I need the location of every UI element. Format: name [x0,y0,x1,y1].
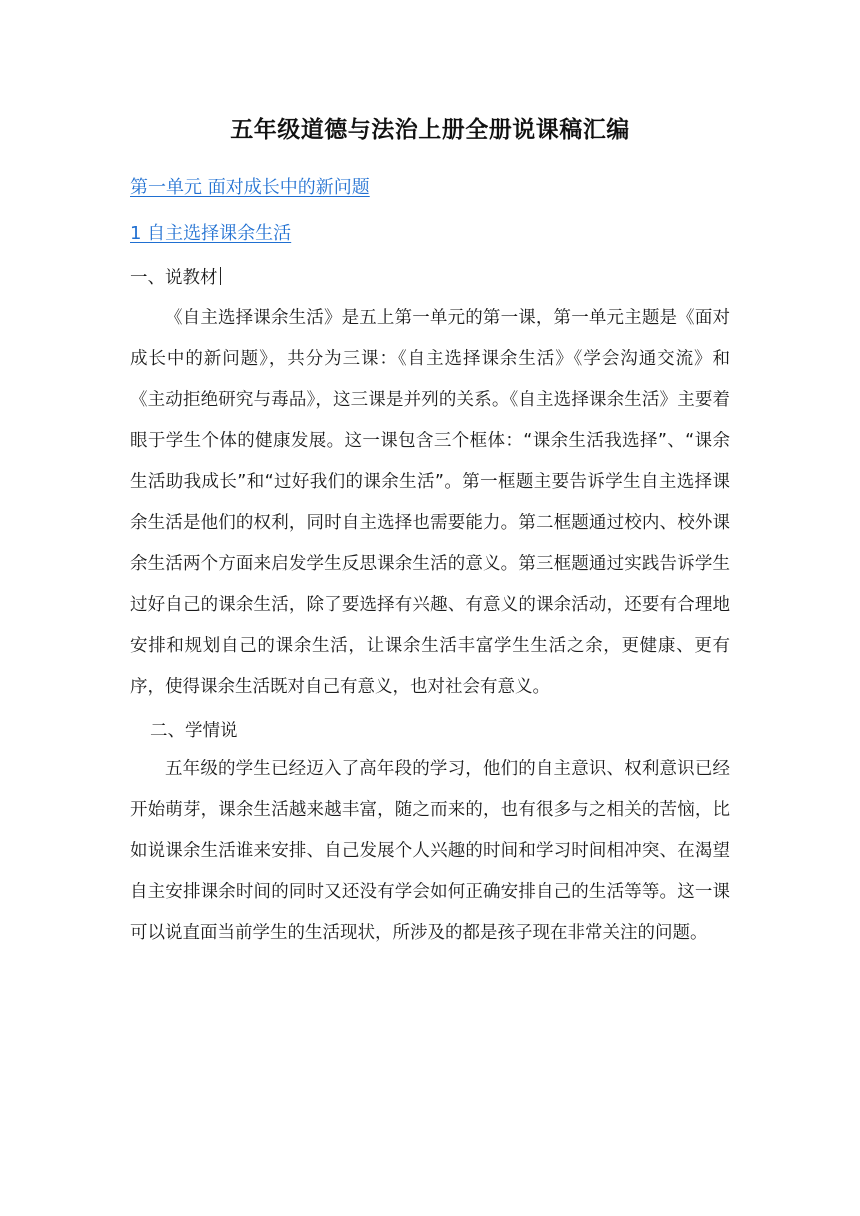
document-page [130,108,730,954]
unit-heading-link[interactable]: 第一单元 面对成长中的新问题 [130,177,370,198]
paragraph-textbook: 《自主选择课余生活》是五上第一单元的第一课，第一单元主题是《面对成长中的新问题》，共分为三课：《自主选择课余生活》《学会沟通交流》和《主动拒绝研究与毒品》，这三课是并列的关系。《自主选择课余生活》主要着眼于学生个体的健康发展。这一课包含三个框体：“课余生活我选择”、“课余生活助我成长”和“过好我们的课余生活”。第一框题主要告诉学生自主选择课余生活是他们的权利，同时自主选择也需要能力。第二框题通过校内、校外课余生活两个方面来启发学生反思课余生活的意义。第三框题通过实践告诉学生过好自己的课余生活，除了要选择有兴趣、有意义的课余活动，还要有合理地安排和规划自己的课余生活，让课余生活丰富学生生活之余，更健康、更有序，使得课余生活既对自己有意义，也对社会有意义。 [130,308,730,697]
text-cursor [220,267,222,285]
section-heading-textbook [130,264,730,292]
section-heading-textbook-text: 一、说教材 [130,268,218,288]
document-title: 五年级道德与法治上册全册说课稿汇编 [230,117,630,143]
lesson-heading-link[interactable]: 1 自主选择课余生活 [130,223,292,244]
section-heading-student-analysis: 二、学情说 [150,721,238,741]
paragraph-student-analysis: 五年级的学生已经迈入了高年段的学习，他们的自主意识、权利意识已经开始萌芽，课余生活越来越丰富，随之而来的，也有很多与之相关的苦恼，比如说课余生活谁来安排、自己发展个人兴趣的时间和学习时间相冲突、在渴望自主安排课余时间的同时又还没有学会如何正确安排自己的生活等等。这一课可以说直面当前学生的生活现状，所涉及的都是孩子现在非常关注的问题。 [130,759,730,943]
